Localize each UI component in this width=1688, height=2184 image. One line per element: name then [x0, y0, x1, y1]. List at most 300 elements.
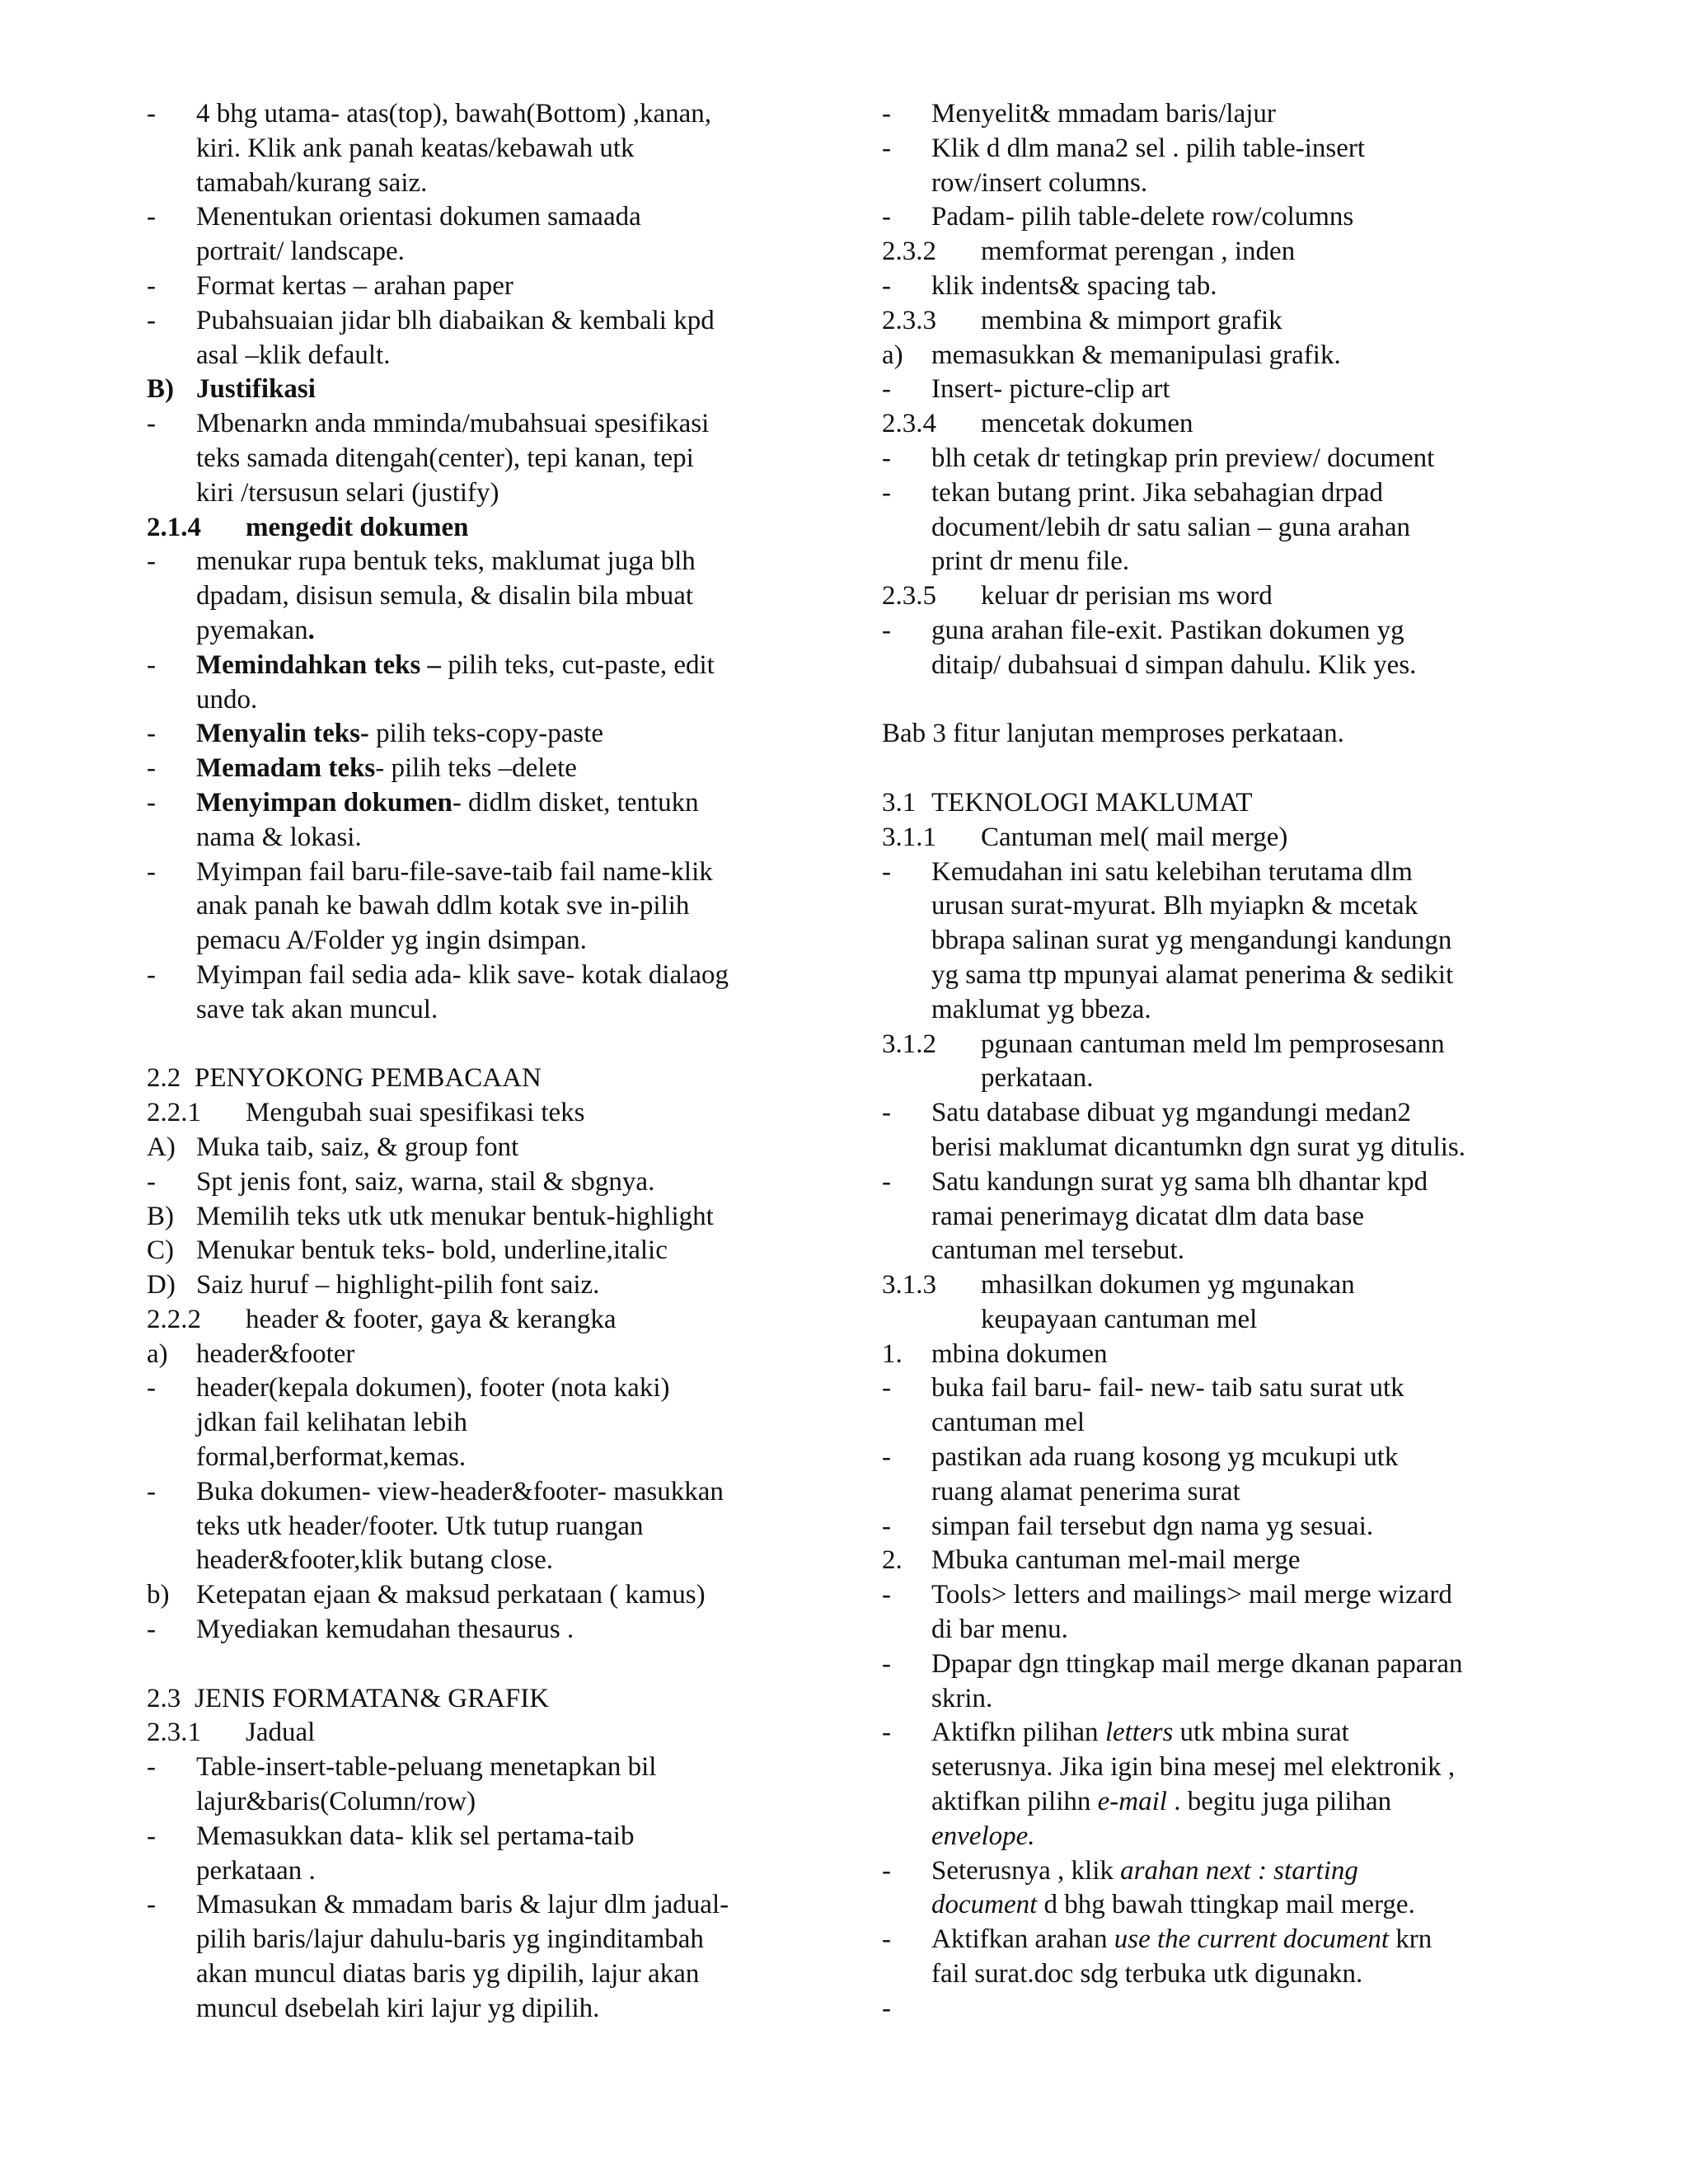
text-line [147, 269, 806, 304]
text-segment: formal,berformat,kemas. [196, 1442, 467, 1473]
text-segment: document [931, 1890, 1038, 1920]
text-line [882, 1716, 1607, 1750]
line-text [196, 1510, 644, 1544]
text-segment: header&footer [196, 1338, 355, 1369]
text-segment: di bar menu. [931, 1615, 1068, 1645]
line-text [931, 1682, 992, 1717]
line-text [931, 166, 1147, 201]
line-text [931, 1200, 1364, 1235]
list-marker: - [147, 1615, 156, 1645]
line-text [196, 1785, 476, 1820]
text-line [147, 1854, 806, 1889]
line-text [931, 1371, 1404, 1406]
text-line [147, 1062, 806, 1096]
text-segment: TEKNOLOGI MAKLUMAT [931, 787, 1253, 818]
list-marker: 3.1 [882, 787, 917, 818]
line-text [931, 442, 1434, 476]
line-text [196, 614, 315, 649]
text-line [882, 200, 1607, 235]
line-text [931, 786, 1253, 821]
text-segment: - pilih teks –delete [375, 753, 577, 784]
text-segment: Justifikasi [196, 374, 316, 405]
text-segment: mengedit dokumen [246, 512, 469, 542]
text-segment: Ketepatan ejaan & maksud perkataan ( kamus) [196, 1580, 706, 1610]
text-segment: tekan butang print. Jika sebahagian drpad [931, 477, 1383, 508]
line-text [196, 97, 711, 132]
list-marker: - [147, 1373, 156, 1404]
line-text [196, 339, 391, 373]
line-text [246, 1716, 315, 1750]
text-segment: skrin. [931, 1683, 993, 1713]
list-marker: - [147, 753, 156, 784]
text-line [147, 614, 806, 649]
text-line [147, 1613, 806, 1647]
text-segment: urusan surat-myurat. Blh myiapkn & mcetak [931, 891, 1418, 921]
line-text [196, 786, 699, 821]
text-segment: envelope. [931, 1821, 1035, 1851]
text-line [882, 511, 1607, 546]
text-segment: arahan next : starting [1120, 1855, 1358, 1886]
text-segment: mbina dokumen [931, 1338, 1108, 1369]
line-text [196, 132, 635, 166]
text-line [882, 1682, 1607, 1717]
text-segment: 4 bhg utama- atas(top), bawah(Bottom) ,kanan, [196, 99, 711, 129]
text-segment: pemacu A/Folder yg ingin dsimpan. [196, 926, 587, 956]
text-segment: nama & lokasi. [196, 822, 362, 852]
text-line [147, 1923, 806, 1957]
text-line [882, 614, 1607, 649]
text-segment: e-mail [1097, 1787, 1167, 1817]
text-line [882, 786, 1607, 821]
text-line [147, 1578, 806, 1613]
text-segment: blh cetak dr tetingkap prin preview/ document [931, 443, 1435, 473]
list-marker: - [147, 1821, 156, 1851]
text-segment: Myimpan fail baru-file-save-taib fail name-klik [196, 856, 713, 887]
line-text [931, 373, 1170, 407]
list-marker: 2.3.3 [882, 305, 936, 335]
list-marker: - [882, 615, 891, 645]
list-marker: - [147, 1476, 156, 1507]
text-segment: . [307, 615, 315, 645]
text-line [882, 1923, 1607, 1957]
list-marker: D) [147, 1270, 176, 1301]
text-line [147, 339, 806, 373]
line-text [931, 1475, 1240, 1510]
line-text [931, 1338, 1108, 1372]
text-segment: dpadam, disisun semula, & disalin bila mbuat [196, 581, 694, 612]
text-segment: menukar rupa bentuk teks, maklumat juga blh [196, 546, 696, 577]
text-line [882, 1785, 1607, 1820]
text-segment: document/lebih dr satu salian – guna arahan [931, 512, 1410, 542]
line-text [196, 1200, 714, 1235]
text-line [147, 786, 806, 821]
text-line [147, 1716, 806, 1750]
line-text [931, 1441, 1398, 1475]
text-segment: pilih baris/lajur dahulu-baris yg inginditambah [196, 1924, 704, 1955]
line-text [196, 1578, 706, 1613]
text-line [147, 1200, 806, 1235]
text-line [882, 855, 1607, 890]
text-line [882, 993, 1607, 1028]
line-text [195, 1682, 549, 1717]
line-text [196, 1820, 634, 1854]
line-text [196, 821, 362, 855]
text-segment: Menyalin teks- [196, 719, 369, 749]
text-segment: header & footer, gaya & kerangka [246, 1304, 617, 1334]
text-segment: klik indents& spacing tab. [931, 270, 1217, 301]
text-line [147, 752, 806, 786]
list-marker: - [882, 133, 891, 163]
text-line [147, 1992, 806, 2027]
text-segment: maklumat yg bbeza. [931, 994, 1151, 1024]
text-line [147, 166, 806, 201]
text-line [882, 1578, 1607, 1613]
text-line [147, 1371, 806, 1406]
text-line [882, 1234, 1607, 1268]
text-line [882, 1338, 1607, 1372]
text-segment: PENYOKONG PEMBACAAN [195, 1063, 542, 1094]
text-segment: ditaip/ dubahsuai d simpan dahulu. Klik yes. [931, 649, 1417, 680]
text-segment: krn [1389, 1924, 1432, 1955]
line-text [931, 511, 1410, 546]
text-line [147, 1682, 806, 1717]
text-line [882, 1475, 1607, 1510]
text-line [882, 1371, 1607, 1406]
text-line [882, 476, 1607, 511]
text-line [882, 442, 1607, 476]
text-segment: Myediakan kemudahan thesaurus . [196, 1615, 574, 1645]
text-line [882, 1992, 1607, 2027]
list-marker: - [882, 1993, 891, 2023]
line-text [196, 717, 603, 752]
text-segment: tamabah/kurang saiz. [196, 167, 428, 198]
line-text [246, 1303, 616, 1338]
text-line [882, 1613, 1607, 1647]
text-segment: Memasukkan data- klik sel pertama-taib [196, 1821, 635, 1851]
text-segment: Menukar bentuk teks- bold, underline,italic [196, 1235, 668, 1266]
line-text [931, 993, 1151, 1028]
line-text [931, 855, 1413, 890]
list-marker: 3.1.3 [882, 1270, 936, 1301]
text-line [147, 1338, 806, 1372]
text-line [147, 993, 806, 1028]
text-segment: simpan fail tersebut dgn nama yg sesuai. [931, 1511, 1374, 1541]
line-text [196, 1544, 553, 1578]
text-line [147, 1544, 806, 1578]
text-line [882, 373, 1607, 407]
blank-line [882, 683, 1607, 718]
list-marker: 2.2 [147, 1063, 181, 1094]
list-marker: - [147, 649, 156, 680]
text-line [882, 1406, 1607, 1441]
text-segment: lajur&baris(Column/row) [196, 1787, 476, 1817]
line-text [931, 1165, 1428, 1200]
text-segment: asal –klik default. [196, 340, 391, 370]
text-line [882, 1268, 1607, 1303]
list-marker: 3.1.2 [882, 1029, 936, 1059]
list-marker: 2.3.2 [882, 237, 936, 267]
line-text [196, 1613, 574, 1647]
line-text [981, 1268, 1355, 1303]
list-marker: - [882, 1166, 891, 1197]
text-segment: anak panah ke bawah ddlm kotak sve in-pilih [196, 891, 690, 921]
line-text [196, 924, 587, 958]
line-text [981, 579, 1273, 614]
text-line [882, 407, 1607, 442]
list-marker: - [882, 1718, 891, 1748]
line-text [981, 1062, 1094, 1096]
list-marker: 2.3.1 [147, 1718, 201, 1748]
line-text [931, 132, 1365, 166]
text-segment: Aktifkn pilihan [931, 1718, 1105, 1748]
list-marker: - [147, 270, 156, 301]
line-text [931, 1613, 1068, 1647]
list-marker: - [882, 477, 891, 508]
text-line [882, 821, 1607, 855]
blank-line [147, 1028, 806, 1062]
text-segment: letters [1104, 1718, 1174, 1748]
text-segment: Mmasukan & mmadam baris & lajur dlm jadual- [196, 1890, 729, 1920]
line-text [981, 821, 1287, 855]
line-text [931, 545, 1129, 579]
text-segment: Aktifkan arahan [931, 1924, 1114, 1955]
list-marker: - [882, 1511, 891, 1541]
text-line [882, 166, 1607, 201]
line-text [196, 752, 577, 786]
text-segment: memformat perengan , inden [981, 237, 1296, 267]
text-segment: buka fail baru- fail- new- taib satu surat utk [931, 1373, 1404, 1404]
text-line [882, 1062, 1607, 1096]
text-line [882, 1854, 1607, 1889]
list-marker: - [147, 959, 156, 990]
text-segment: ruang alamat penerima surat [931, 1476, 1240, 1507]
text-segment: pgunaan cantuman meld lm pemprosesann [981, 1029, 1445, 1059]
line-text [246, 511, 468, 546]
line-text [931, 1406, 1085, 1441]
text-line [147, 1303, 806, 1338]
text-segment: keluar dr perisian ms word [981, 581, 1273, 612]
list-marker: - [882, 270, 891, 301]
text-line [147, 958, 806, 993]
list-marker: - [882, 374, 891, 405]
list-marker: - [882, 99, 891, 129]
text-segment: . begitu juga pilihan [1166, 1787, 1392, 1817]
text-line [882, 1303, 1607, 1338]
text-segment: Buka dokumen- view-header&footer- masukkan [196, 1476, 724, 1507]
text-line [147, 97, 806, 132]
line-text [196, 235, 405, 269]
text-line [147, 1096, 806, 1131]
text-line [882, 579, 1607, 614]
line-text [196, 304, 715, 339]
text-line [147, 1268, 806, 1303]
left-column [147, 97, 806, 2027]
text-segment: Seterusnya , klik [931, 1855, 1121, 1886]
list-marker: 1. [882, 1338, 903, 1369]
text-line [147, 1750, 806, 1785]
text-line [147, 511, 806, 546]
line-text [981, 235, 1295, 269]
text-line [882, 1957, 1607, 1992]
text-line [882, 1096, 1607, 1131]
text-line [147, 304, 806, 339]
text-line [882, 649, 1607, 683]
text-segment: Satu kandungn surat yg sama blh dhantar kpd [931, 1166, 1428, 1197]
list-marker: - [882, 856, 891, 887]
text-segment: pastikan ada ruang kosong yg mcukupi utk [931, 1442, 1399, 1473]
line-text [196, 1406, 467, 1441]
text-line [882, 889, 1607, 924]
line-text [195, 1062, 542, 1096]
line-text [196, 1475, 724, 1510]
text-segment: header&footer,klik butang close. [196, 1545, 554, 1576]
list-marker: 3.1.1 [882, 822, 936, 852]
line-text [196, 855, 713, 890]
list-marker: a) [147, 1338, 168, 1369]
text-segment: guna arahan file-exit. Pastikan dokumen yg [931, 615, 1404, 645]
line-text [196, 442, 694, 476]
text-segment: cantuman mel [931, 1408, 1085, 1438]
list-marker: - [147, 546, 156, 577]
list-marker: - [147, 202, 156, 232]
list-marker: - [882, 1648, 891, 1679]
text-segment: utk mbina surat [1173, 1718, 1349, 1748]
text-line [882, 1131, 1607, 1165]
line-text [196, 1750, 656, 1785]
text-segment: jdkan fail kelihatan lebih [196, 1408, 467, 1438]
text-line [882, 97, 1607, 132]
list-marker: - [147, 305, 156, 335]
line-text [196, 993, 438, 1028]
text-segment: akan muncul diatas baris yg dipilih, lajur akan [196, 1959, 700, 1990]
list-marker: a) [882, 340, 903, 370]
text-line [147, 924, 806, 958]
text-segment: use the current document [1114, 1924, 1390, 1955]
text-line [147, 1131, 806, 1165]
line-text [196, 1234, 668, 1268]
text-line [147, 1888, 806, 1923]
line-text [931, 1578, 1452, 1613]
line-text [196, 1441, 466, 1475]
text-line [882, 1820, 1607, 1854]
list-marker: 2.1.4 [147, 512, 201, 542]
text-line [882, 304, 1607, 339]
text-line [882, 1028, 1607, 1062]
text-line [882, 1750, 1607, 1785]
right-column [882, 97, 1607, 2027]
text-line [147, 442, 806, 476]
text-segment: Memadam teks [196, 753, 376, 784]
text-segment: JENIS FORMATAN& GRAFIK [195, 1683, 550, 1713]
text-line [147, 1785, 806, 1820]
list-marker: - [147, 856, 156, 887]
text-segment: cantuman mel tersebut. [931, 1235, 1184, 1266]
line-text [196, 958, 729, 993]
list-marker: - [882, 1924, 891, 1955]
text-segment: Muka taib, saiz, & group font [196, 1132, 519, 1162]
text-segment: perkataan . [196, 1855, 316, 1886]
line-text [196, 1923, 704, 1957]
text-line [147, 855, 806, 890]
list-marker: - [882, 1580, 891, 1610]
text-segment: Pubahsuaian jidar blh diabaikan & kembali kpd [196, 305, 715, 335]
text-segment: mhasilkan dokumen yg mgunakan [981, 1270, 1355, 1301]
text-segment: Bab 3 fitur lanjutan memproses perkataan. [882, 719, 1344, 749]
text-segment: undo. [196, 684, 258, 715]
line-text [196, 166, 427, 201]
text-line [882, 1441, 1607, 1475]
line-text [931, 614, 1404, 649]
blank-line [147, 1647, 806, 1682]
text-line [147, 132, 806, 166]
list-marker: 2.2.1 [147, 1098, 201, 1128]
line-text [196, 1992, 599, 2027]
line-text [931, 97, 1276, 132]
line-text [196, 200, 641, 235]
text-line [882, 1165, 1607, 1200]
text-line [147, 649, 806, 683]
text-segment: Mbenarkn anda mminda/mubahsuai spesifikasi [196, 409, 710, 439]
line-text [931, 1820, 1035, 1854]
text-segment: Kemudahan ini satu kelebihan terutama dlm [931, 856, 1413, 887]
text-segment: - didlm disket, tentukn [452, 787, 699, 818]
line-text [931, 1923, 1432, 1957]
line-text [196, 476, 499, 511]
text-line [147, 1820, 806, 1854]
text-line [147, 1165, 806, 1200]
line-text [981, 304, 1282, 339]
list-marker: 2.3.4 [882, 409, 936, 439]
text-line [147, 683, 806, 718]
text-segment: Dpapar dgn ttingkap mail merge dkanan paparan [931, 1648, 1463, 1679]
text-line [147, 200, 806, 235]
line-text [196, 269, 513, 304]
line-text [931, 1647, 1463, 1682]
line-text [931, 339, 1341, 373]
line-text [196, 579, 693, 614]
text-segment: portrait/ landscape. [196, 237, 405, 267]
text-segment: print dr menu file. [931, 546, 1130, 577]
text-segment: Menyelit& mmadam baris/lajur [931, 99, 1276, 129]
line-text [882, 717, 1344, 752]
text-segment: header(kepala dokumen), footer (nota kaki) [196, 1373, 670, 1404]
text-segment: Format kertas – arahan paper [196, 270, 513, 301]
text-segment: Memilih teks utk utk menukar bentuk-highlight [196, 1201, 714, 1231]
text-segment: aktifkan pilihn [931, 1787, 1098, 1817]
line-text [246, 1096, 585, 1131]
text-segment: Padam- pilih table-delete row/columns [931, 202, 1354, 232]
list-marker: 2. [882, 1545, 903, 1576]
text-line [147, 821, 806, 855]
list-marker: - [882, 1373, 891, 1404]
text-line [147, 476, 806, 511]
line-text [931, 1957, 1362, 1992]
text-line [147, 889, 806, 924]
text-line [882, 958, 1607, 993]
line-text [196, 1371, 670, 1406]
line-text [931, 889, 1418, 924]
line-text [931, 200, 1353, 235]
text-segment: bbrapa salinan surat yg mengandungi kandungn [931, 926, 1452, 956]
line-text [931, 1785, 1391, 1820]
text-segment: Cantuman mel( mail merge) [981, 822, 1288, 852]
list-marker: B) [147, 1201, 174, 1231]
line-text [981, 1303, 1257, 1338]
text-line [882, 1200, 1607, 1235]
text-segment: mencetak dokumen [981, 409, 1193, 439]
text-segment: pilih teks-copy-paste [368, 719, 604, 749]
text-line [882, 545, 1607, 579]
